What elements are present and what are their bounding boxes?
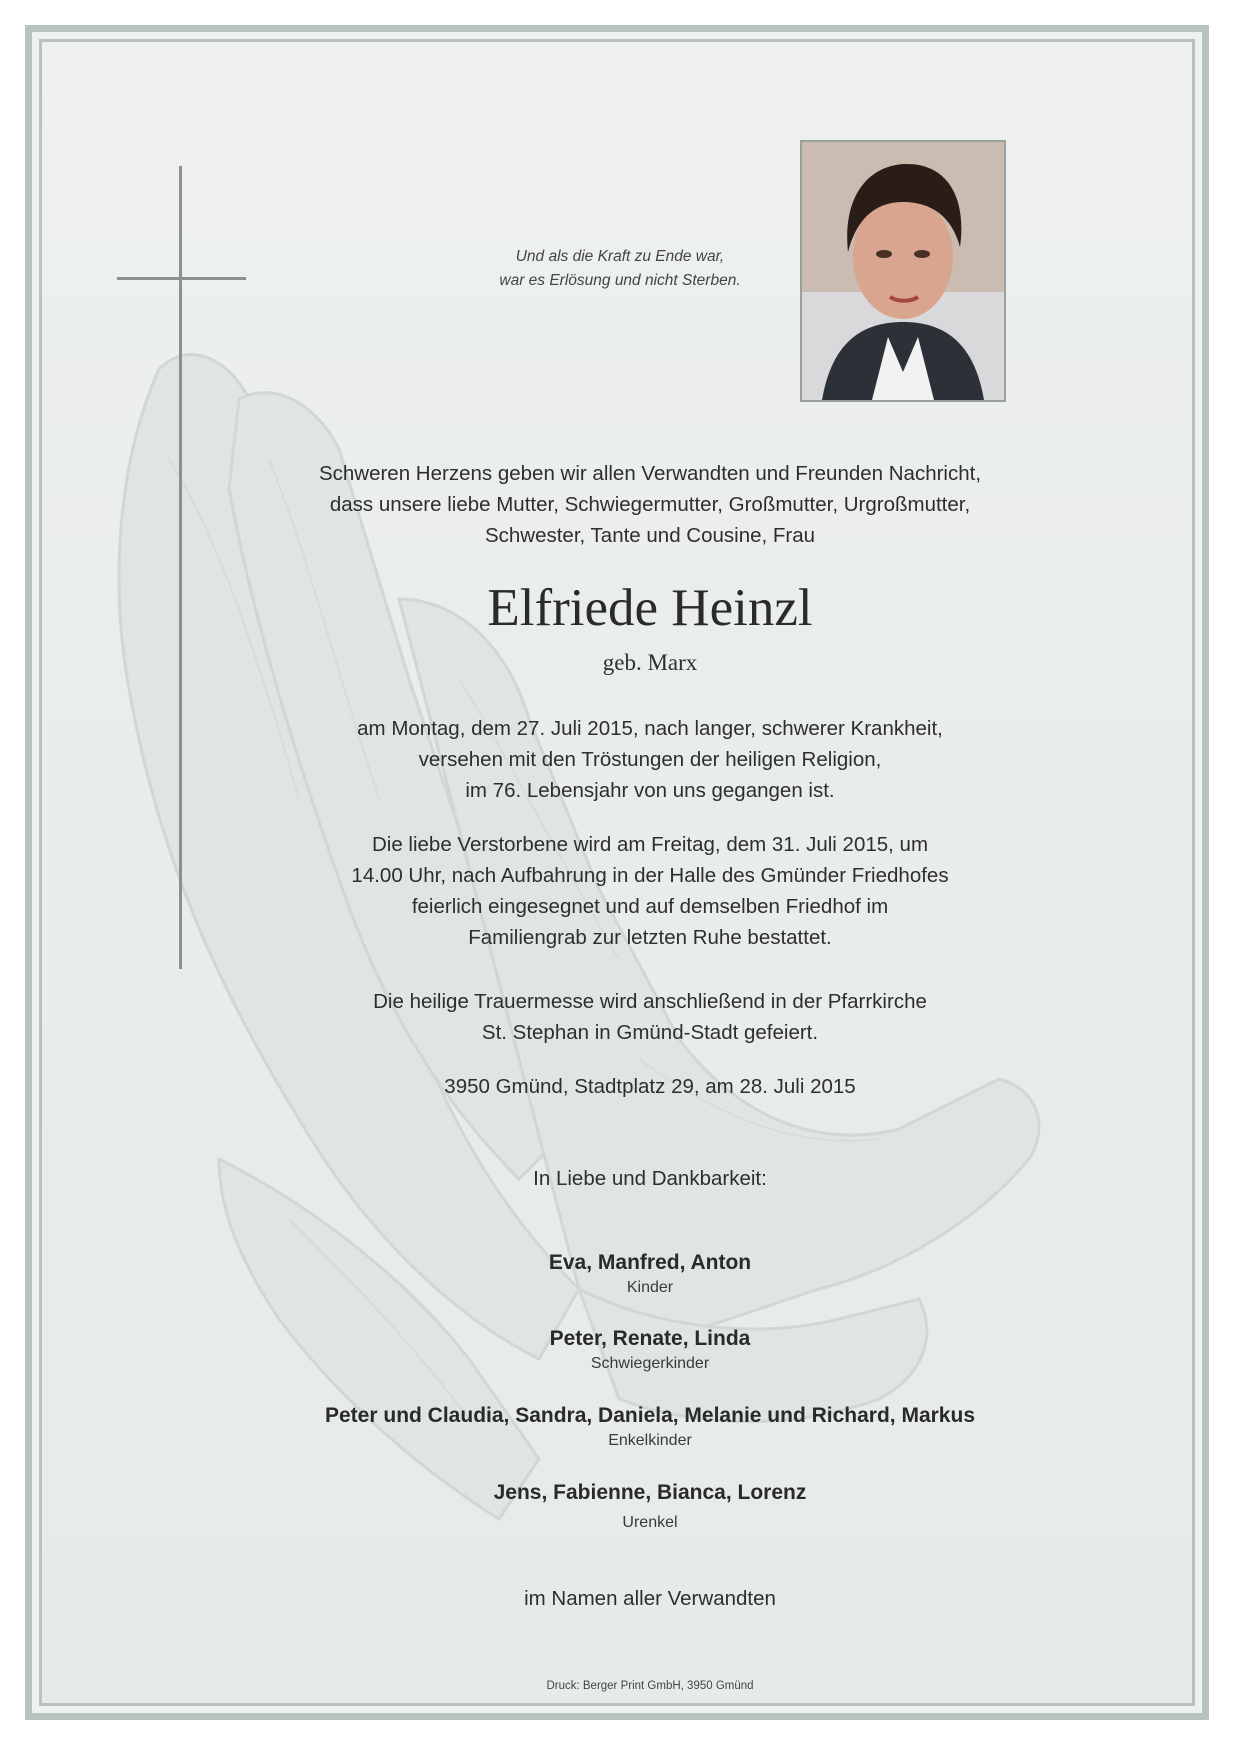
deceased-name: Elfriede Heinzl <box>487 579 813 637</box>
mourners-great-grandchildren: Jens, Fabienne, Bianca, Lorenz <box>493 1481 807 1504</box>
intro-line-2: dass unsere liebe Mutter, Schwiegermutter, Großmutter, Urgroßmutter, <box>329 493 971 516</box>
mourners-great-grandchildren-relation: Urenkel <box>622 1514 678 1531</box>
funeral-line-2: 14.00 Uhr, nach Aufbahrung in der Halle des Gmünder Friedhofes <box>351 864 949 887</box>
printer-credit: Druck: Berger Print GmbH, 3950 Gmünd <box>546 1680 754 1692</box>
mass-line-2: St. Stephan in Gmünd-Stadt gefeiert. <box>481 1021 819 1044</box>
intro-line-1: Schweren Herzens geben wir allen Verwandten und Freunden Nachricht, <box>318 462 982 485</box>
gratitude-line: In Liebe und Dankbarkeit: <box>533 1167 767 1190</box>
intro-line-3: Schwester, Tante und Cousine, Frau <box>484 524 816 547</box>
portrait-photo <box>800 140 1006 402</box>
mourners-grandchildren: Peter und Claudia, Sandra, Daniela, Melanie und Richard, Markus <box>325 1404 975 1427</box>
death-line-1: am Montag, dem 27. Juli 2015, nach langer, schwerer Krankheit, <box>357 717 943 740</box>
death-line-3: im 76. Lebensjahr von uns gegangen ist. <box>465 779 835 802</box>
mourners-in-laws: Peter, Renate, Linda <box>549 1327 751 1350</box>
place-date: 3950 Gmünd, Stadtplatz 29, am 28. Juli 2015 <box>444 1075 856 1098</box>
funeral-line-3: feierlich eingesegnet und auf demselben Friedhof im <box>411 895 889 918</box>
closing-line: im Namen aller Verwandten <box>524 1587 776 1610</box>
mourners-children-relation: Kinder <box>626 1279 674 1296</box>
portrait-image <box>802 142 1004 400</box>
mourners-children: Eva, Manfred, Anton <box>548 1251 752 1274</box>
mourners-grandchildren-relation: Enkelkinder <box>608 1432 692 1449</box>
quote-line-1: Und als die Kraft zu Ende war, <box>515 248 725 265</box>
funeral-line-4: Familiengrab zur letzten Ruhe bestattet. <box>468 926 832 949</box>
mass-line-1: Die heilige Trauermesse wird anschließend in der Pfarrkirche <box>373 990 927 1013</box>
cross-vertical-bar <box>179 166 182 969</box>
maiden-name: geb. Marx <box>602 650 698 675</box>
mourners-in-laws-relation: Schwiegerkinder <box>590 1355 710 1372</box>
funeral-line-1: Die liebe Verstorbene wird am Freitag, dem 31. Juli 2015, um <box>371 833 929 856</box>
death-line-2: versehen mit den Tröstungen der heiligen Religion, <box>418 748 882 771</box>
quote-line-2: war es Erlösung und nicht Sterben. <box>499 272 741 289</box>
cross-horizontal-bar <box>117 277 246 280</box>
